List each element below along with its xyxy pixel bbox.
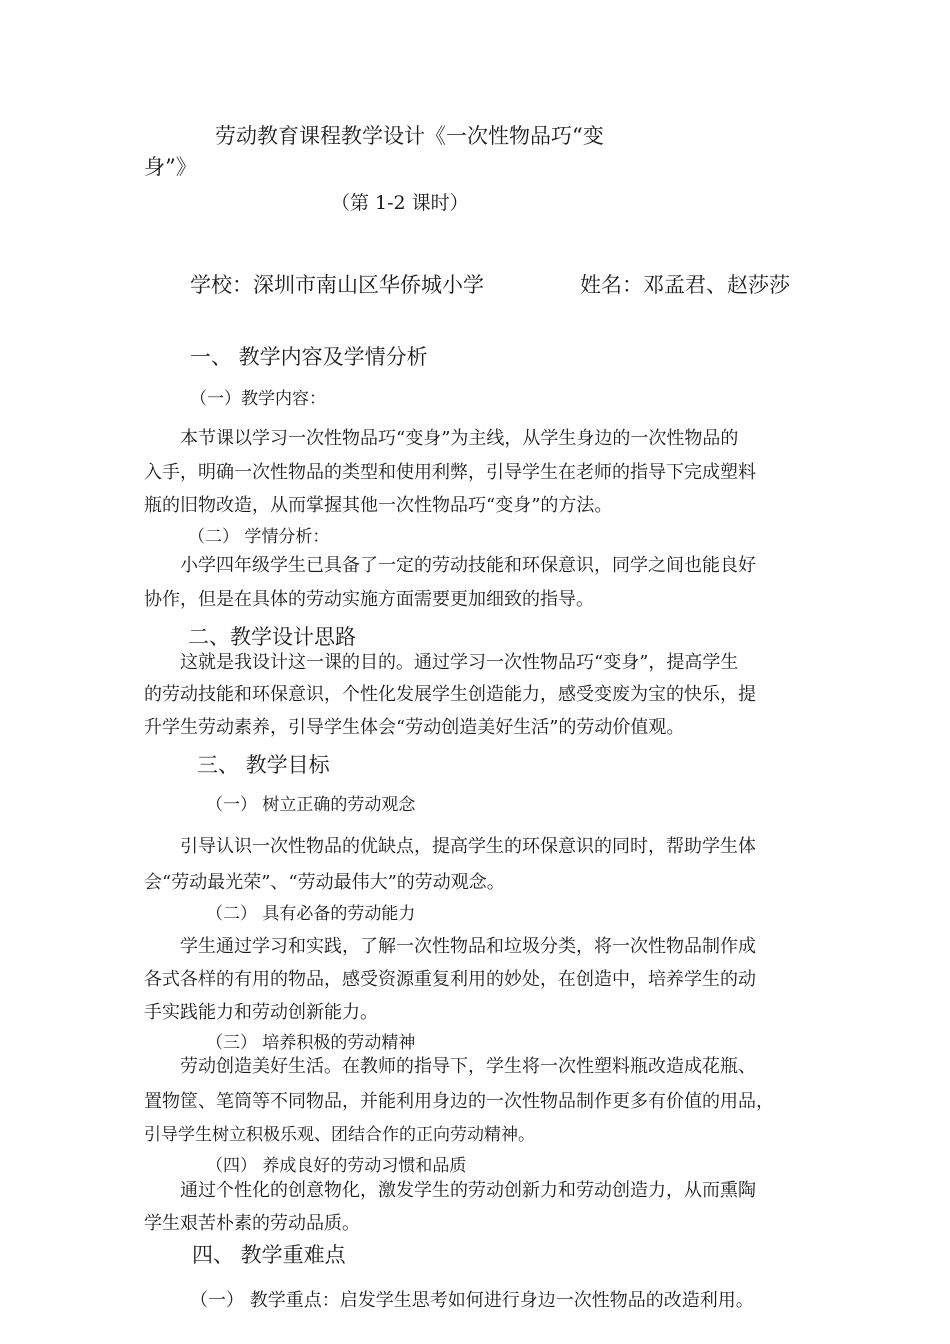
title-line-2: 身”》: [144, 155, 197, 179]
section-4-sub-1: （一） 教学重点：启发学生思考如何进行身边一次性物品的改造利用。: [190, 1290, 754, 1311]
section-1-sub-1: （一）教学内容：: [190, 389, 326, 409]
section-3-para-1-line: 会“劳动最光荣”、“劳动最伟大”的劳动观念。: [144, 872, 505, 893]
section-3-heading: 三、 教学目标: [197, 753, 330, 777]
section-1-para-1-line: 入手，明确一次性物品的类型和使用利弊，引导学生在老师的指导下完成塑料: [144, 462, 756, 483]
text-run: 。: [518, 1125, 535, 1145]
section-1-para-2-line: 小学四年级学生已具备了一定的劳动技能和环保意识，同学之间也能良好: [180, 555, 756, 576]
section-3-para-3-line: 置物筐、笔筒等不同物品，并能利用身边的一次性物品制作更多有价值的用品，: [144, 1091, 774, 1112]
text-run: 在教师的指导下，: [342, 1056, 486, 1077]
title-line-1: 劳动教育课程教学设计《一次性物品巧“变: [215, 124, 604, 148]
section-3-sub-1: （一） 树立正确的劳动观念: [206, 795, 416, 815]
text-run: 学生通过学习: [180, 936, 288, 957]
section-4-heading: 四、 教学重难点: [192, 1243, 346, 1267]
text-run: 劳动创造美好生活。: [180, 1056, 342, 1077]
section-3-para-2-line: [180, 938, 756, 956]
section-2-heading: 二、教学设计思路: [188, 625, 356, 649]
text-run: 引导学生树立积极乐观、团结合作的正向劳动精神: [144, 1125, 518, 1145]
section-3-para-4-line: 通过个性化的创意物化，激发学生的劳动创新力和劳动创造力，从而熏陶: [180, 1180, 756, 1201]
section-3-para-4-line: 学生艰苦朴素的劳动品质。: [144, 1213, 360, 1234]
section-3-para-2-line: 手实践能力和劳动创新能力。: [144, 1002, 378, 1023]
section-2-para-line: 升学生劳动素养，引导学生体会“劳动创造美好生活”的劳动价值观。: [144, 717, 685, 738]
section-3-sub-3: （三） 培养积极的劳动精神: [206, 1033, 416, 1053]
section-3-para-2-line: 各式各样的有用的物品，感受资源重复利用的妙处，在创造中，培养学生的动: [144, 969, 756, 990]
section-3-sub-4: （四） 养成良好的劳动习惯和品质: [206, 1156, 467, 1176]
section-1-heading: 一、 教学内容及学情分析: [190, 345, 428, 369]
section-3-para-3-line: [180, 1058, 756, 1076]
text-run: 的同时，帮助学生体: [594, 836, 756, 857]
section-3-sub-2: （二） 具有必备的劳动能力: [206, 904, 416, 924]
text-run: 和实践，了解一次性物品和垃圾分类，: [288, 936, 594, 957]
text-run: 学生: [486, 1056, 522, 1077]
section-1-para-1-line: 瓶的旧物改造，从而掌握其他一次性物品巧“变身”的方法。: [144, 495, 613, 516]
text-run: 将一次性塑料瓶改造成花瓶、: [522, 1056, 756, 1077]
school-name: 学校：深圳市南山区华侨城小学: [190, 273, 484, 297]
author-names: 姓名：邓孟君、赵莎莎: [580, 273, 790, 297]
section-3-para-1-line: [180, 838, 756, 856]
section-2-para-line: 的劳动技能和环保意识，个性化发展学生创造能力，感受变废为宝的快乐，提: [144, 684, 756, 705]
text-run: 引导认识一次性物品的优缺点，提高学生的环保意识: [180, 836, 594, 857]
section-3-para-3-line: [144, 1127, 535, 1144]
section-1-sub-2: （二） 学情分析：: [188, 527, 330, 547]
section-1-para-2-line: 协作，但是在具体的劳动实施方面需要更加细致的指导。: [144, 589, 594, 610]
section-2-para-line: 这就是我设计这一课的目的。通过学习一次性物品巧“变身”，提高学生: [180, 652, 739, 673]
section-1-para-1-line: 本节课以学习一次性物品巧“变身”为主线，从学生身边的一次性物品的: [180, 428, 739, 449]
text-run: 将一次性物品制作成: [594, 936, 756, 957]
period-label: （第 1-2 课时）: [331, 192, 469, 214]
